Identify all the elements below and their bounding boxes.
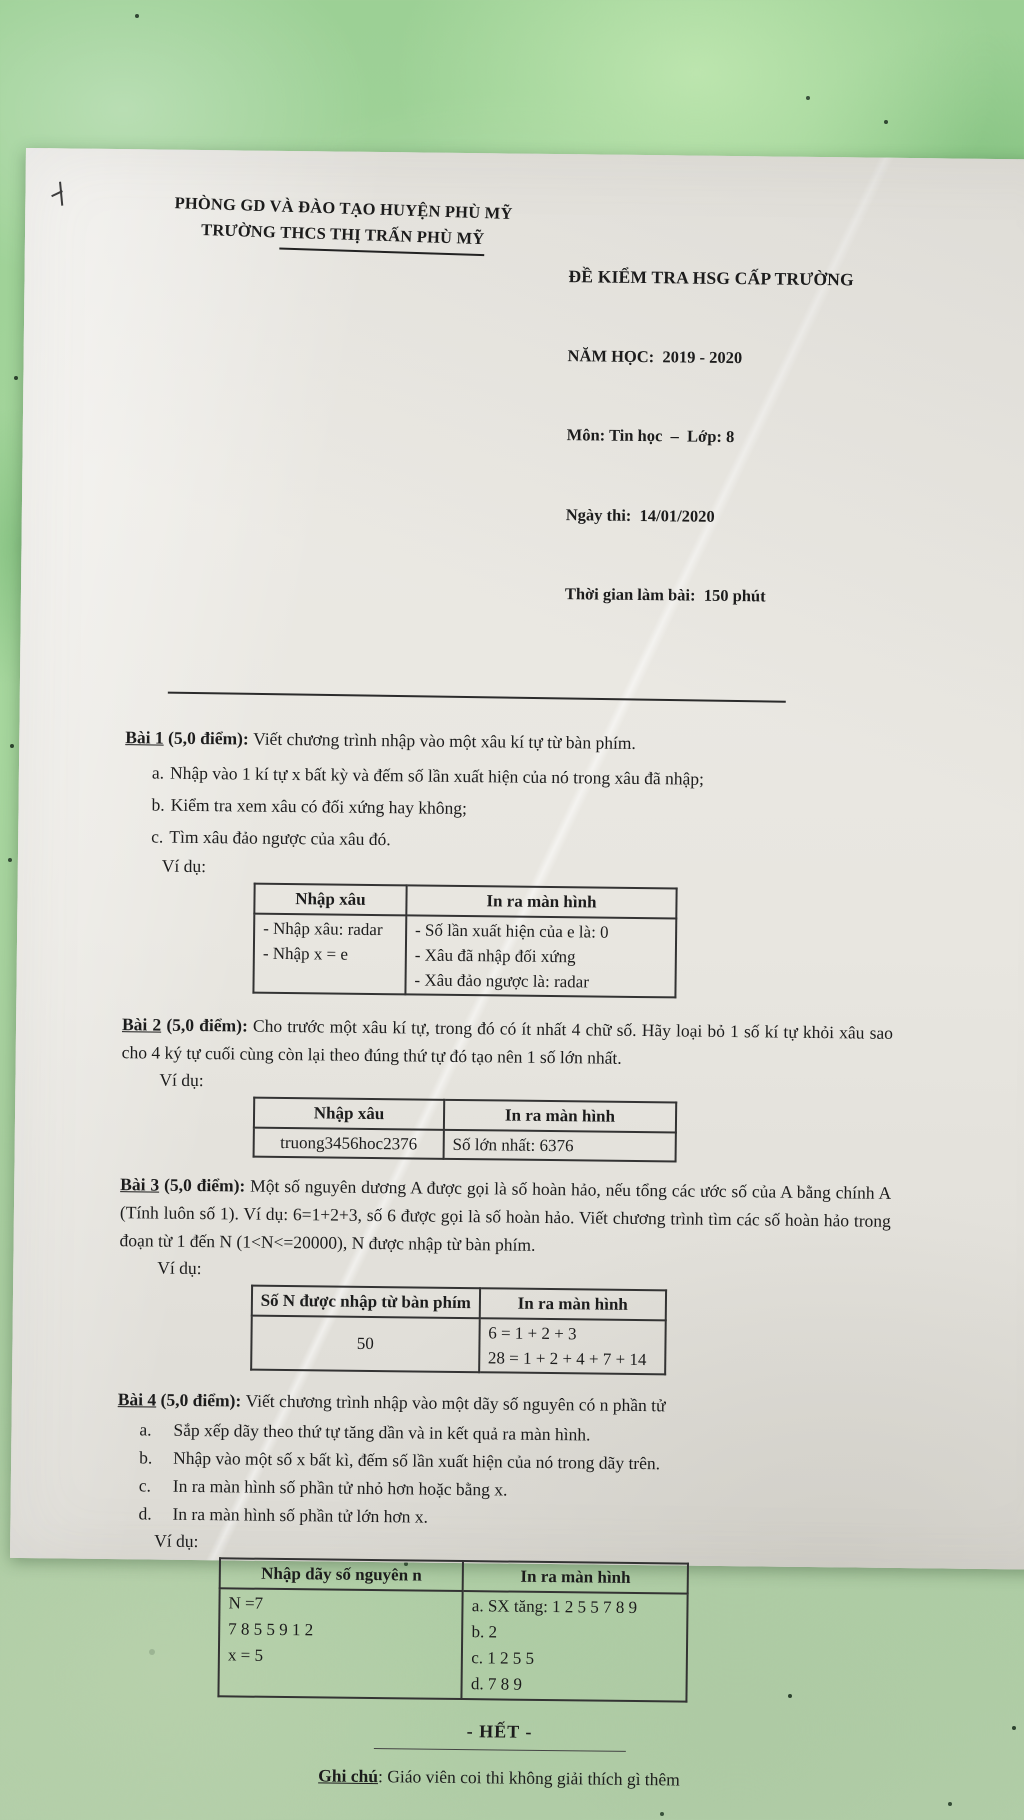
problem-2-intro: Cho trước một xâu kí tự, trong đó có ít nhất 4 chữ số. Hãy loại bỏ 1 số kí tự khỏi xâu sao cho 4 ký tự cuối cùng còn lại theo đúng thứ tự đó tạo nên 1 số lớn nhất. — [121, 1015, 894, 1068]
problem-4-intro: Viết chương trình nhập vào một dãy số nguyên có n phần tử — [245, 1390, 666, 1415]
problem-2-example-table — [253, 1096, 678, 1162]
item-letter: c. — [151, 825, 164, 847]
school-name-prefix: TRƯỜNG — [200, 220, 281, 242]
cell-line: a. SX tăng: 1 2 5 5 7 8 9 — [471, 1595, 638, 1617]
cell-line: - Xâu đã nhập đối xứng — [414, 944, 576, 966]
cell-line: d. 7 8 9 — [470, 1673, 523, 1694]
problem-1 — [122, 722, 896, 1001]
header-divider — [168, 691, 786, 702]
exam-title: ĐỀ KIỂM TRA HSG CẤP TRƯỜNG — [568, 266, 855, 290]
item-text: Tìm xâu đảo ngược của xâu đó. — [169, 826, 391, 849]
table-header-row — [254, 883, 676, 918]
cell-line: 6 = 1 + 2 + 3 — [488, 1322, 577, 1343]
problem-1-label: Bài 1 — [125, 726, 164, 748]
problem-3-example-label: Ví dụ: — [157, 1257, 202, 1278]
col-header-output: In ra màn hình — [444, 1099, 676, 1132]
item-letter: a. — [151, 761, 165, 783]
exam-info-block — [550, 198, 902, 664]
table-row — [254, 1127, 676, 1161]
problem-4-items — [138, 1415, 888, 1535]
item-letter: b. — [151, 793, 165, 815]
output-cell — [462, 1591, 688, 1702]
cell-line: x = 5 — [227, 1644, 264, 1665]
school-year: NĂM HỌC: 2019 - 2020 — [567, 345, 743, 367]
item-letter: a. — [139, 1418, 152, 1440]
problem-2-label: Bài 2 — [121, 1013, 162, 1035]
problem-1-example-label: Ví dụ: — [161, 855, 207, 876]
input-cell — [218, 1588, 463, 1699]
exam-duration: Thời gian làm bài: 150 phút — [564, 584, 766, 606]
footer-note-label: Ghi chú — [318, 1764, 379, 1786]
item-letter: c. — [138, 1474, 152, 1496]
item-text: In ra màn hình số phần tử nhỏ hơn hoặc bằng x. — [172, 1475, 508, 1500]
output-cell: Số lớn nhất: 6376 — [443, 1129, 675, 1161]
cell-line: - Nhập x = e — [262, 943, 349, 964]
item-text: Kiểm tra xem xâu có đối xứng hay không; — [170, 794, 468, 818]
table-header-row — [252, 1285, 666, 1320]
problem-4-example-table — [217, 1557, 689, 1702]
output-cell — [479, 1318, 666, 1374]
input-cell: 50 — [251, 1315, 479, 1372]
department-name: PHÒNG GD VÀ ĐÀO TẠO HUYỆN PHÙ MỸ — [174, 193, 513, 224]
item-text: Nhập vào 1 kí tự x bất kỳ và đếm số lần xuất hiện của nó trong xâu đã nhập; — [169, 762, 705, 789]
cell-line: 28 = 1 + 2 + 4 + 7 + 14 — [487, 1347, 647, 1369]
item-text: In ra màn hình số phần tử lớn hơn x. — [172, 1503, 429, 1527]
table-row — [253, 913, 676, 997]
footer-note — [113, 1760, 884, 1795]
end-divider — [373, 1748, 625, 1752]
exam-content — [10, 148, 1024, 1790]
item-letter: d. — [138, 1502, 152, 1524]
problem-4-label: Bài 4 — [117, 1388, 157, 1410]
table-row — [218, 1588, 687, 1701]
col-header-output: In ra màn hình — [463, 1561, 688, 1594]
item-text: Nhập vào một số x bất kì, đếm số lần xuất hiện của nó trong dãy trên. — [173, 1447, 661, 1473]
problem-3-intro: Một số nguyên dương A được gọi là số hoàn hảo, nếu tổng các ước số của A bằng chính A (Tính luôn số 1). Ví dụ: 6=1+2+3, số 6 được gọi là số hoàn hảo. Viết chương trình tìm các số hoàn hảo trong đoạn từ 1 đến N (1<N<=20000), N được nhập từ bàn phím. — [119, 1175, 892, 1255]
school-name-underlined: THCS THỊ TRẤN PHÙ MỸ — [280, 220, 485, 257]
cell-line: 7 8 5 5 9 1 2 — [228, 1618, 314, 1639]
cell-line: c. 1 2 5 5 — [471, 1647, 535, 1668]
problem-1-items — [151, 756, 896, 860]
issuing-authority-block — [130, 189, 556, 259]
problem-2 — [121, 1010, 894, 1165]
problem-3-points: (5,0 điểm): — [159, 1174, 251, 1196]
col-header-input: Số N được nhập từ bàn phím — [252, 1285, 480, 1318]
problem-4-points: (5,0 điểm): — [156, 1389, 246, 1411]
problem-2-example-label: Ví dụ: — [159, 1069, 204, 1090]
problem-3-heading — [119, 1170, 891, 1263]
footer-note-text: : Giáo viên coi thi không giải thích gì thêm — [377, 1765, 680, 1790]
col-header-output: In ra màn hình — [479, 1288, 666, 1320]
table-header-row — [254, 1097, 676, 1132]
output-cell — [405, 915, 676, 997]
input-cell: truong3456hoc2376 — [254, 1127, 444, 1158]
problem-3-label: Bài 3 — [120, 1173, 160, 1195]
problem-4 — [114, 1385, 888, 1705]
cell-line: N =7 — [228, 1592, 264, 1613]
table-row — [251, 1315, 666, 1374]
exam-header — [126, 193, 902, 664]
problem-3-example-table — [250, 1284, 667, 1375]
cell-line: - Xâu đảo ngược là: radar — [414, 969, 590, 991]
exam-date: Ngày thi: 14/01/2020 — [565, 504, 715, 526]
exam-paper-sheet — [10, 148, 1024, 1790]
col-header-input: Nhập dãy số nguyên n — [220, 1558, 464, 1591]
col-header-output: In ra màn hình — [406, 885, 676, 918]
wall-specks — [135, 14, 139, 18]
item-text: Sắp xếp dãy theo thứ tự tăng dần và in kết quả ra màn hình. — [173, 1419, 591, 1444]
item-letter: b. — [139, 1446, 153, 1468]
problem-1-intro: Viết chương trình nhập vào một xâu kí tự từ bàn phím. — [253, 728, 636, 753]
problem-2-points: (5,0 điểm): — [161, 1014, 254, 1036]
problem-1-example-table — [252, 882, 677, 998]
cell-line: - Số lần xuất hiện của e là: 0 — [414, 919, 609, 942]
subject-grade: Môn: Tin học – Lớp: 8 — [566, 425, 735, 447]
problem-1-points: (5,0 điểm): — [163, 727, 254, 749]
input-cell — [253, 913, 406, 994]
problem-4-example-label: Ví dụ: — [154, 1530, 199, 1551]
cell-line: b. 2 — [471, 1621, 498, 1641]
end-marker: - HẾT - — [466, 1720, 533, 1742]
problem-2-heading — [122, 1010, 894, 1075]
cell-line: - Nhập xâu: radar — [263, 918, 383, 939]
problem-1-heading — [125, 722, 896, 761]
problem-3 — [118, 1170, 891, 1378]
col-header-input: Nhập xâu — [254, 883, 406, 915]
col-header-input: Nhập xâu — [254, 1097, 444, 1129]
